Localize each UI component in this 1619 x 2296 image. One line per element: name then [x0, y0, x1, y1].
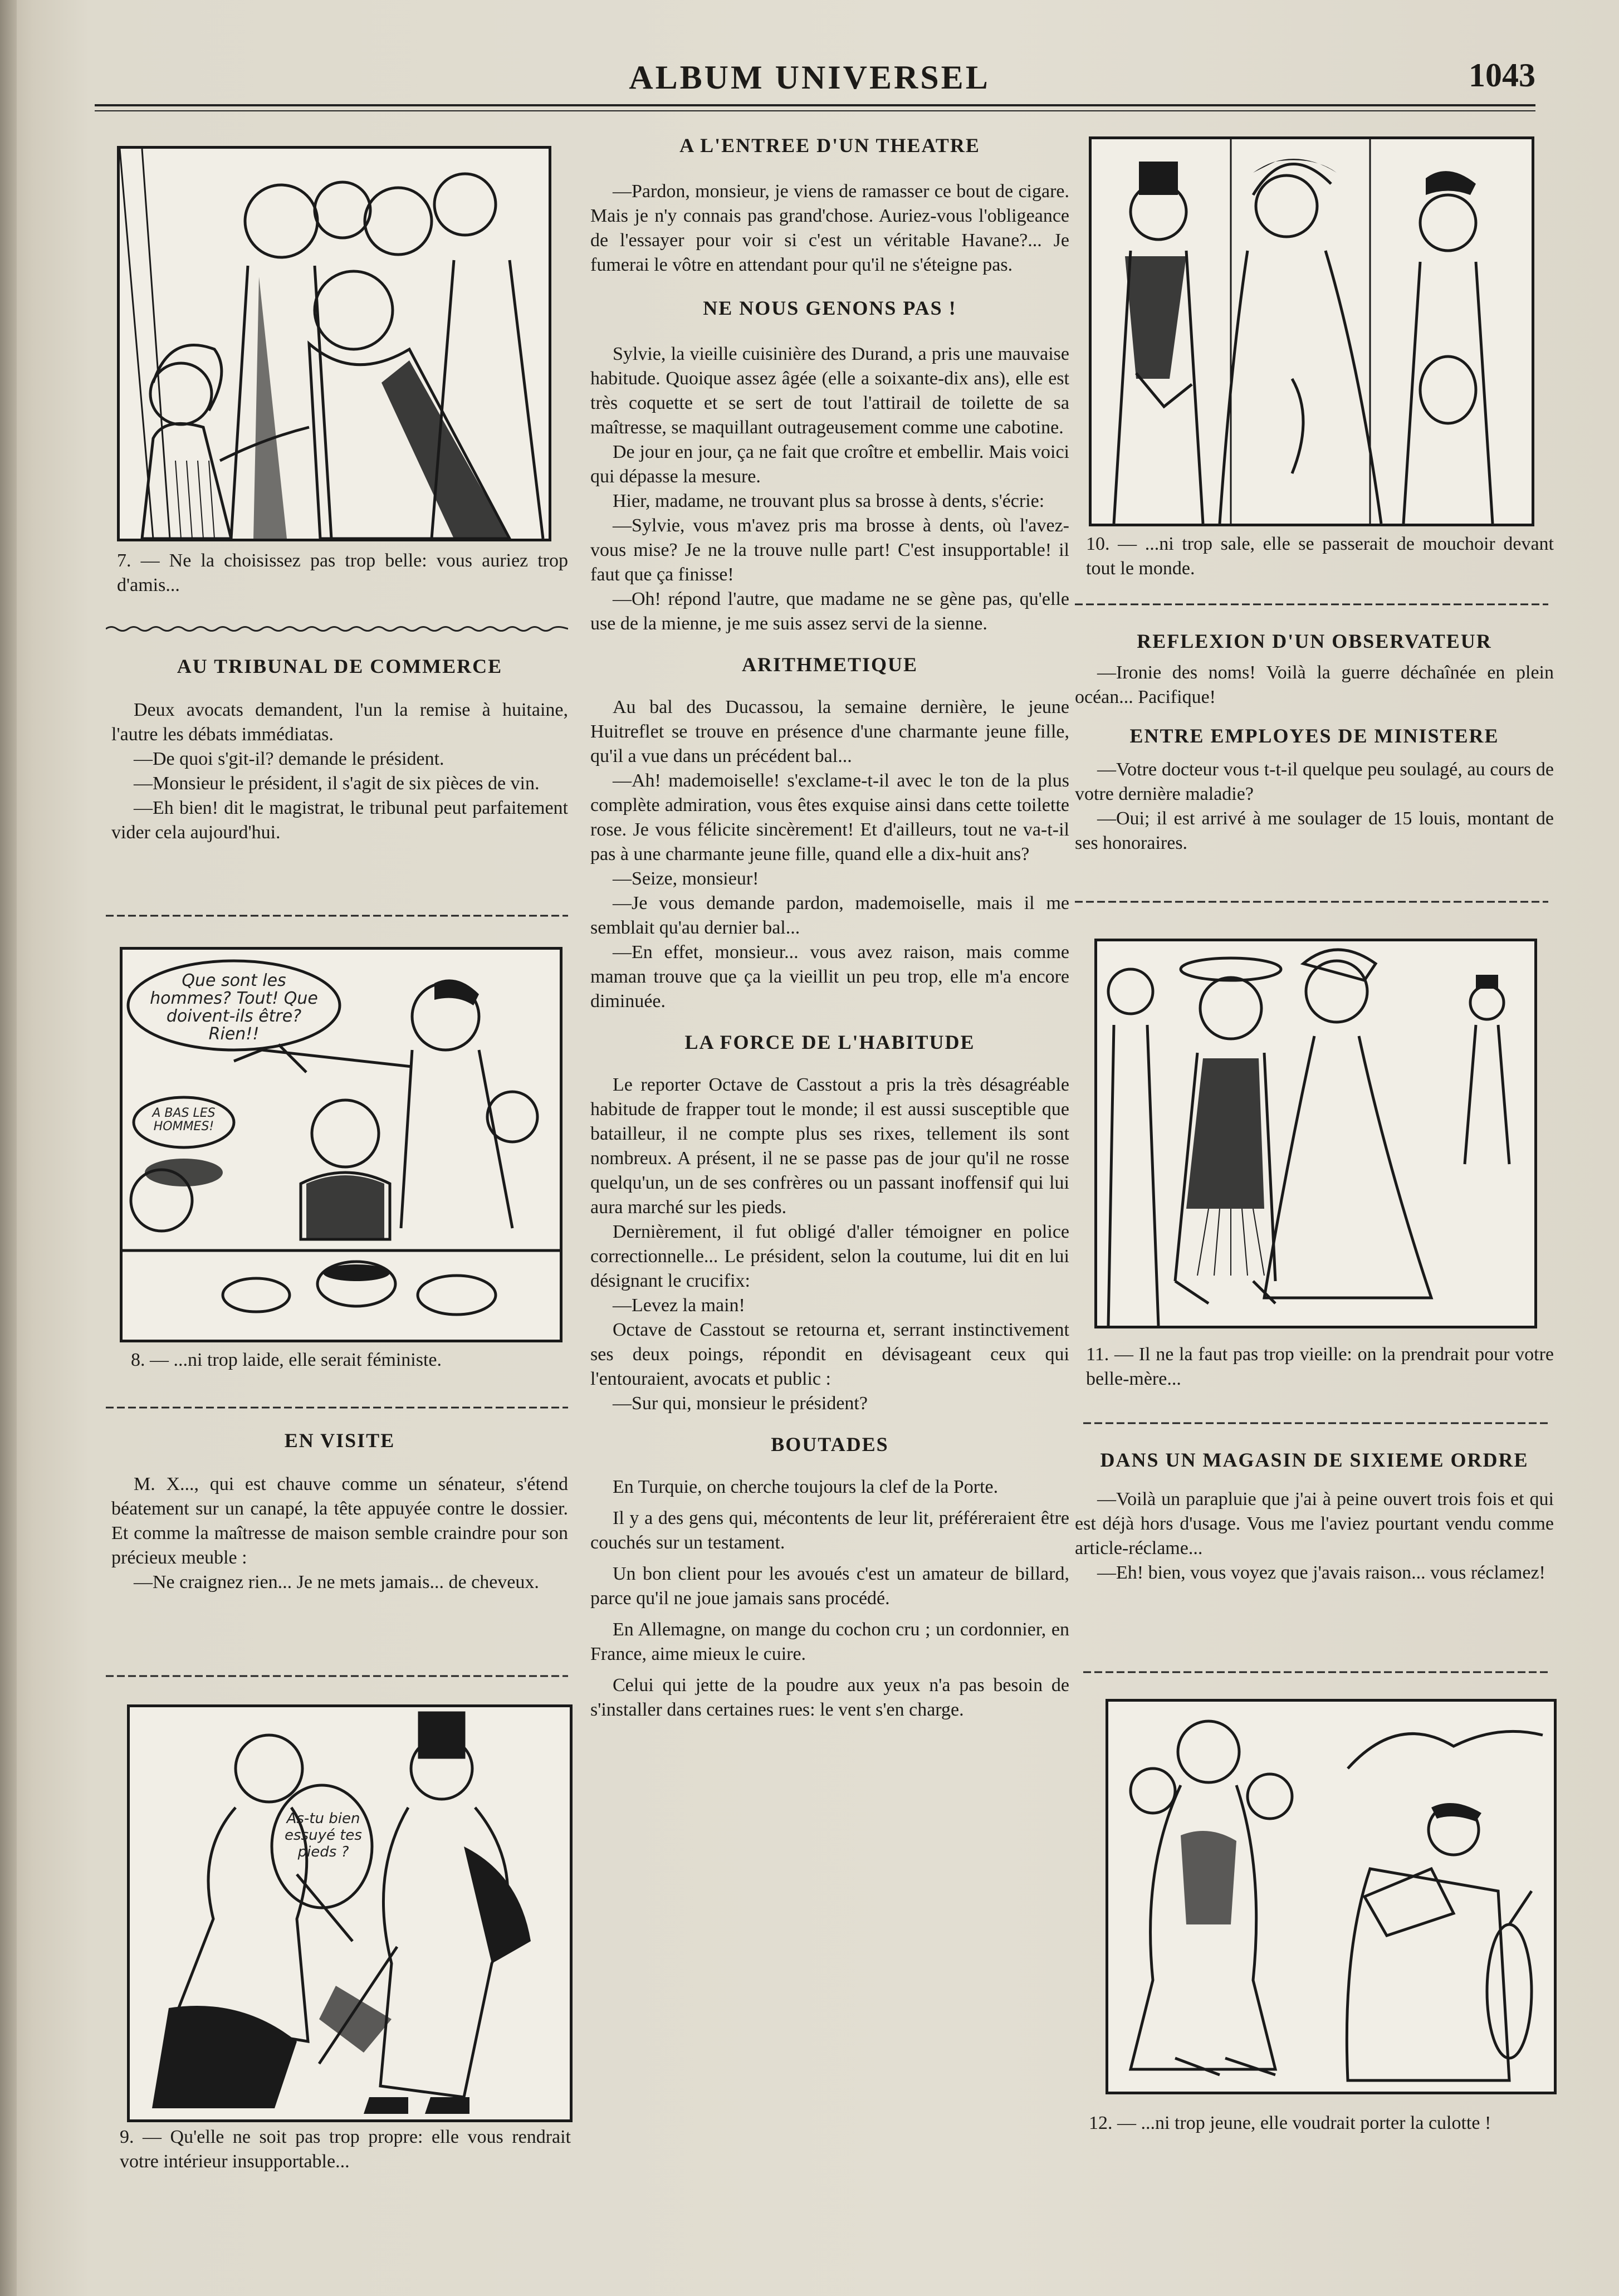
story-habitude-p5: —Sur qui, monsieur le président?	[613, 1393, 868, 1414]
story-boutades-p2: Il y a des gens qui, mécontents de leur lit, préféreraient être couchés sur un testament.	[590, 1508, 1069, 1553]
page-number: 1043	[1469, 57, 1535, 94]
story-boutades-p5: Celui qui jette de la poudre aux yeux n'a pas besoin de s'installer dans certaines rues: le vent s'en charge.	[590, 1675, 1069, 1720]
story-habitude-p1: Le reporter Octave de Casstout a pris la très désagréable habitude de frapper tout le monde; il est aussi susceptible que batailleur, il ne compte plus ses rixes, tellement ils sont nombreux. A présent, il ne se passe pas de jour qu'il ne rosse quelqu'un, un de ses confrères ou un passant inoffensif qui lui aura marché sur les pieds.	[590, 1074, 1069, 1218]
story-visite-p1: M. X..., qui est chauve comme un sénateur, s'étend béatement sur un canapé, la tête appuyée contre le dossier. Et comme la maîtresse de maison semble craindre pour son précieux meuble :	[111, 1474, 568, 1568]
story-boutades-p1: En Turquie, on cherche toujours la clef de la Porte.	[613, 1477, 999, 1497]
story-magasin-p1: —Voilà un parapluie que j'ai à peine ouvert trois fois et qui est déjà hors d'usage. Vous me l'aviez pourtant vendu comme article-réclame...	[1075, 1489, 1554, 1559]
story-reflexion-title: REFLEXION D'UN OBSERVATEUR	[1137, 630, 1492, 652]
cartoon-8	[120, 947, 563, 1342]
story-tribunal-title: AU TRIBUNAL DE COMMERCE	[177, 655, 503, 677]
story-arith-p4: —Je vous demande pardon, mademoiselle, mais il me semblait qu'au dernier bal...	[590, 893, 1069, 938]
story-theatre-title: A L'ENTREE D'UN THEATRE	[679, 134, 980, 157]
story-tribunal-p2: —De quoi s'git-il? demande le président.	[134, 749, 444, 769]
story-genons-p1: Sylvie, la vieille cuisinière des Durand, a pris une mauvaise habitude. Quoique assez âgée (elle a soixante-dix ans), elle est très coquette et se sert de tout l'attirail de toilette de sa maîtresse, se maquillant outrageusement comme une cabotine.	[590, 344, 1069, 438]
story-genons-p5: —Oh! répond l'autre, que madame ne se gène pas, qu'elle use de la mienne, je me suis assez servi de la sienne.	[590, 589, 1069, 634]
story-arith-p3: —Seize, monsieur!	[613, 868, 759, 889]
story-magasin-p2: —Eh! bien, vous voyez que j'avais raison... vous réclamez!	[1097, 1562, 1545, 1583]
cartoon-10-caption: 10. — ...ni trop sale, elle se passerait de mouchoir devant tout le monde.	[1086, 534, 1554, 579]
cartoon-12-caption: 12. — ...ni trop jeune, elle voudrait porter la culotte !	[1089, 2113, 1491, 2133]
story-tribunal-p4: —Eh bien! dit le magistrat, le tribunal peut parfaitement vider cela aujourd'hui.	[111, 798, 568, 843]
masthead	[0, 53, 1619, 114]
cartoon-8-caption: 8. — ...ni trop laide, elle serait féministe.	[131, 1350, 442, 1370]
story-genons-p4: —Sylvie, vous m'avez pris ma brosse à dents, où l'avez-vous mise? Je ne la trouve nulle part! C'est insupportable! il faut que ça finisse!	[590, 515, 1069, 585]
publication-title: ALBUM UNIVERSEL	[629, 59, 990, 96]
section-divider	[106, 912, 568, 920]
cartoon-7-caption: 7. — Ne la choisissez pas trop belle: vous auriez trop d'amis...	[117, 550, 568, 595]
masthead-rule	[95, 104, 1535, 106]
cartoon-9-caption: 9. — Qu'elle ne soit pas trop propre: elle vous rendrait votre intérieur insupportable...	[120, 2127, 571, 2172]
cartoon-9	[127, 1704, 573, 2122]
cartoon-11	[1094, 939, 1537, 1328]
story-habitude-p3: —Levez la main!	[613, 1295, 745, 1316]
page-fold-shadow	[0, 0, 17, 2296]
column-3-text-a	[1075, 629, 1554, 856]
section-divider	[106, 625, 568, 633]
section-divider	[1083, 1419, 1551, 1427]
cartoon-12	[1106, 1699, 1557, 2094]
story-boutades-p3: Un bon client pour les avoués c'est un amateur de billard, parce qu'il ne joue jamais sans procédé.	[590, 1564, 1069, 1609]
cartoon-9-drawing	[130, 1707, 570, 2119]
story-genons-p3: Hier, madame, ne trouvant plus sa brosse à dents, s'écrie:	[613, 491, 1045, 511]
story-boutades-title: BOUTADES	[771, 1433, 889, 1455]
cartoon-11-drawing	[1097, 941, 1534, 1326]
story-arith-p2: —Ah! mademoiselle! s'exclame-t-il avec le ton de la plus complète admiration, vous êtes exquise ainsi dans cette toilette rose. Je vous félicite sincèrement! Et d'ailleurs, tout ne va-t-il pas à une charmante jeune fille, quand elle a dix-huit ans?	[590, 770, 1069, 864]
story-genons-title: NE NOUS GENONS PAS !	[703, 297, 957, 319]
story-habitude-p4: Octave de Casstout se retourna et, serrant instinctivement ses deux poings, répondit en dévisageant ceux qui l'entouraient, avocats et public :	[590, 1320, 1069, 1389]
story-arith-title: ARITHMETIQUE	[741, 653, 918, 676]
story-reflexion-p1: —Ironie des noms! Voilà la guerre déchaînée en plein océan... Pacifique!	[1075, 662, 1554, 707]
section-divider	[1075, 898, 1548, 906]
section-divider	[1075, 600, 1548, 608]
cartoon-8-protest-sign: A BAS LES HOMMES!	[152, 1106, 216, 1134]
story-visite-p2: —Ne craignez rien... Je ne mets jamais... de cheveux.	[134, 1572, 539, 1592]
cartoon-7-drawing	[120, 149, 549, 539]
cartoon-10-drawing	[1092, 139, 1532, 524]
story-boutades-p4: En Allemagne, on mange du cochon cru ; un cordonnier, en France, aime mieux le cuire.	[590, 1619, 1069, 1664]
cartoon-10	[1089, 136, 1534, 526]
cartoon-8-speech-bubble: Que sont les hommes? Tout! Que doivent-ils être? Rien!!	[150, 971, 318, 1044]
story-visite-title: EN VISITE	[284, 1429, 395, 1452]
story-habitude-p2: Dernièrement, il fut obligé d'aller témoigner en police correctionnelle... Le président, selon la coutume, lui dit en lui désignant le crucifix:	[590, 1222, 1069, 1291]
story-visite	[111, 1429, 568, 1595]
story-genons-p2: De jour en jour, ça ne fait que croître et embellir. Mais voici qui dépasse la mesure.	[590, 442, 1069, 487]
masthead-rule-thin	[95, 110, 1535, 111]
cartoon-11-caption: 11. — Il ne la faut pas trop vieille: on la prendrait pour votre belle-mère...	[1086, 1344, 1554, 1389]
section-divider	[106, 1672, 568, 1680]
section-divider	[106, 1404, 568, 1411]
column-2	[590, 134, 1069, 1722]
story-ministere-p2: —Oui; il est arrivé à me soulager de 15 louis, montant de ses honoraires.	[1075, 808, 1554, 853]
story-ministere-title: ENTRE EMPLOYES DE MINISTERE	[1129, 725, 1499, 747]
section-divider	[1083, 1668, 1551, 1676]
cartoon-7	[117, 146, 551, 541]
story-arith-p5: —En effet, monsieur... vous avez raison, mais comme maman trouve que ça la vieillit un peu trop, elle m'a encore diminuée.	[590, 942, 1069, 1012]
story-habitude-title: LA FORCE DE L'HABITUDE	[684, 1031, 975, 1053]
story-tribunal-p3: —Monsieur le président, il s'agit de six pièces de vin.	[134, 773, 540, 794]
column-3-text-b	[1075, 1448, 1554, 1585]
story-tribunal-p1: Deux avocats demandent, l'un la remise à huitaine, l'autre les débats immédiatas.	[111, 700, 568, 745]
story-tribunal	[111, 654, 568, 845]
story-arith-p1: Au bal des Ducassou, la semaine dernière, le jeune Huitreflet se trouve en présence d'une charmante jeune fille, qu'il a vue dans un précédent bal...	[590, 697, 1069, 766]
cartoon-12-drawing	[1108, 1702, 1554, 2092]
story-magasin-title: DANS UN MAGASIN DE SIXIEME ORDRE	[1100, 1449, 1529, 1471]
cartoon-9-speech-bubble: As-tu bien essuyé tes pieds ?	[285, 1810, 362, 1860]
story-theatre-p1: —Pardon, monsieur, je viens de ramasser ce bout de cigare. Mais je n'y connais pas grand'chose. Auriez-vous l'obligeance de l'essayer pour voir si c'est un véritable Havane?... Je fumerai le vôtre en attendant pour qu'il ne s'éteigne pas.	[590, 181, 1069, 275]
story-ministere-p1: —Votre docteur vous t-t-il quelque peu soulagé, au cours de votre dernière maladie?	[1075, 759, 1554, 804]
